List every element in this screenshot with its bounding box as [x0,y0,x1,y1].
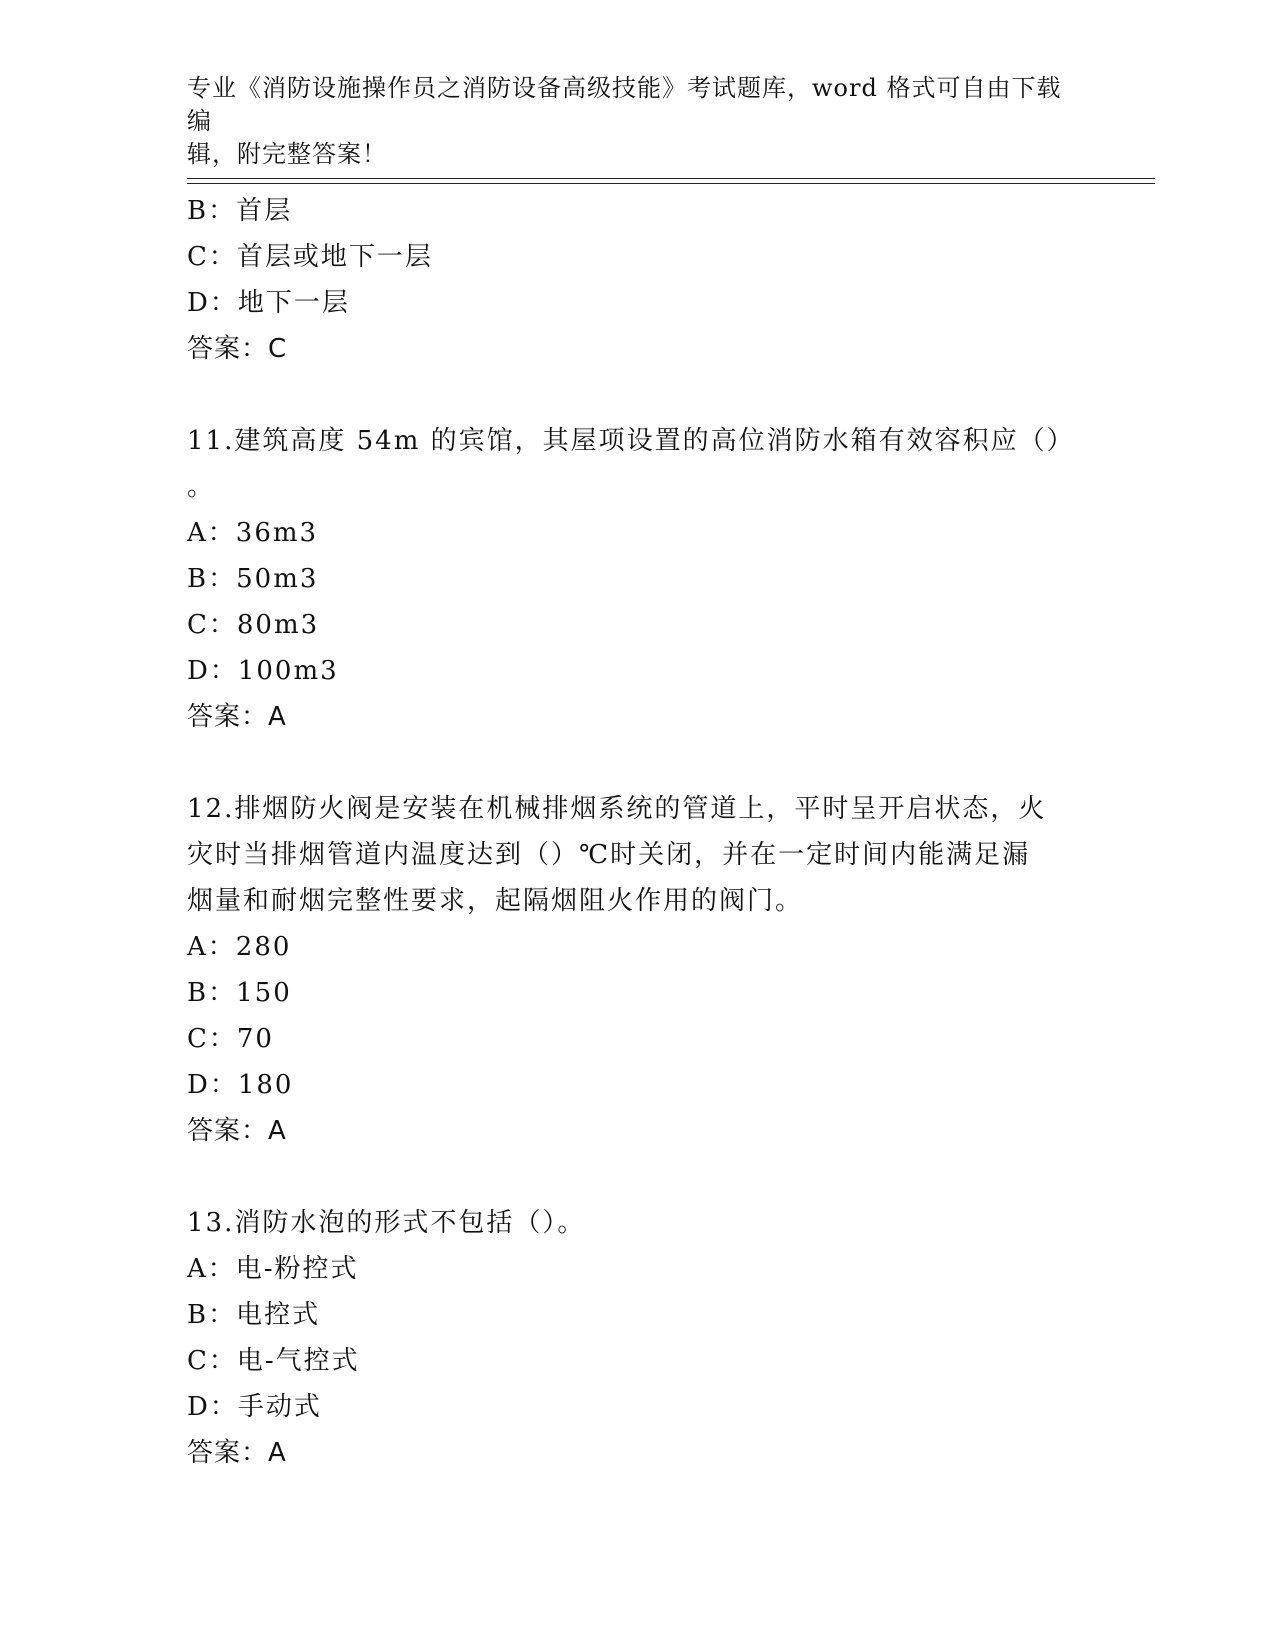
question-text-line: 13.消防水泡的形式不包括（）。 [187,1208,586,1238]
question-text-line: 11.建筑高度 54m 的宾馆，其屋项设置的高位消防水箱有效容积应（） [187,426,1075,456]
question-text-line: 12.排烟防火阀是安装在机械排烟系统的管道上，平时呈开启状态，火 [187,794,1047,824]
header-divider-bottom [187,183,1155,184]
header-line-2: 辑，附完整答案！ [187,140,387,168]
document-header [187,72,1067,171]
question-10-tail [187,188,1067,372]
option-c: C：首层或地下一层 [187,242,433,272]
option-c: C：80m3 [187,610,320,640]
answer-line: 答案：C [187,334,288,364]
header-divider-top [187,178,1155,179]
question-text-line: 烟量和耐烟完整性要求，起隔烟阻火作用的阀门。 [187,886,804,916]
option-a: A：电-粉控式 [187,1254,359,1284]
question-text-line: 。 [187,472,216,502]
option-c: C：70 [187,1024,274,1054]
question-13 [187,1200,1067,1476]
question-text-line: 灾时当排烟管道内温度达到（）℃时关闭，并在一定时间内能满足漏 [187,840,1031,870]
option-b: B：50m3 [187,564,319,594]
option-b: B：150 [187,978,292,1008]
option-d: D：地下一层 [187,288,350,318]
option-d: D：180 [187,1070,294,1100]
option-c: C：电-气控式 [187,1346,360,1376]
option-b: B：电控式 [187,1300,321,1330]
question-list [187,188,1075,1476]
option-d: D：100m3 [187,656,339,686]
answer-line: 答案：A [187,1438,287,1468]
question-11 [187,418,1075,740]
header-line-1: 专业《消防设施操作员之消防设备高级技能》考试题库，word 格式可自由下载编 [187,74,1062,135]
option-d: D：手动式 [187,1392,322,1422]
answer-line: 答案：A [187,702,287,732]
option-a: A：280 [187,932,292,962]
answer-line: 答案：A [187,1116,287,1146]
question-12 [187,786,1067,1154]
option-a: A：36m3 [187,518,319,548]
option-b: B：首层 [187,196,293,226]
